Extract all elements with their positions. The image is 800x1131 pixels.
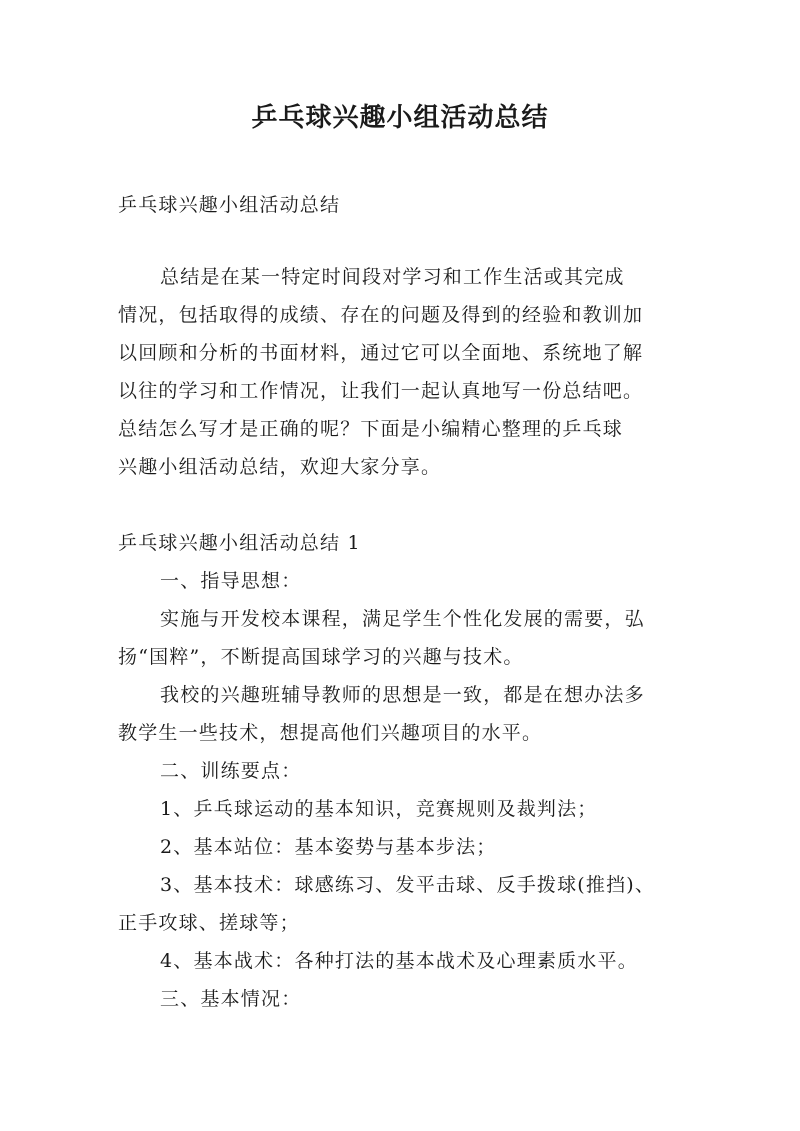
body-line: 我校的兴趣班辅导教师的思想是一致，都是在想办法多 bbox=[160, 684, 645, 706]
intro-line: 以往的学习和工作情况，让我们一起认真地写一份总结吧。 bbox=[118, 380, 644, 402]
body-line: 一、指导思想： bbox=[160, 570, 302, 592]
intro-line: 总结怎么写才是正确的呢？下面是小编精心整理的乒乓球 bbox=[118, 418, 624, 440]
intro-line: 总结是在某一特定时间段对学习和工作生活或其完成 bbox=[160, 266, 625, 288]
intro-line: 以回顾和分析的书面材料，通过它可以全面地、系统地了解 bbox=[118, 342, 644, 364]
body-line: 三、基本情况： bbox=[160, 988, 302, 1010]
body-line: 扬“国粹”，不断提高国球学习的兴趣与技术。 bbox=[118, 646, 524, 668]
intro-line: 情况，包括取得的成绩、存在的问题及得到的经验和教训加 bbox=[118, 304, 644, 326]
document-title: 乒乓球兴趣小组活动总结 bbox=[251, 103, 549, 133]
body-line: 4、基本战术：各种打法的基本战术及心理素质水平。 bbox=[160, 950, 638, 972]
body-line: 实施与开发校本课程，满足学生个性化发展的需要，弘 bbox=[160, 608, 645, 630]
body-line: 教学生一些技术，想提高他们兴趣项目的水平。 bbox=[118, 722, 543, 744]
body-line: 二、训练要点： bbox=[160, 760, 302, 782]
body-line: 3、基本技术：球感练习、发平击球、反手拨球(推挡)、 bbox=[160, 874, 656, 896]
body-line: 正手攻球、搓球等； bbox=[118, 912, 300, 934]
body-line: 1、乒乓球运动的基本知识，竞赛规则及裁判法； bbox=[160, 798, 598, 820]
intro-line: 兴趣小组活动总结，欢迎大家分享。 bbox=[118, 456, 442, 478]
document-subtitle: 乒乓球兴趣小组活动总结 bbox=[118, 194, 341, 216]
body-line: 2、基本站位：基本姿势与基本步法； bbox=[160, 836, 497, 858]
section-heading: 乒乓球兴趣小组活动总结 1 bbox=[118, 532, 361, 554]
